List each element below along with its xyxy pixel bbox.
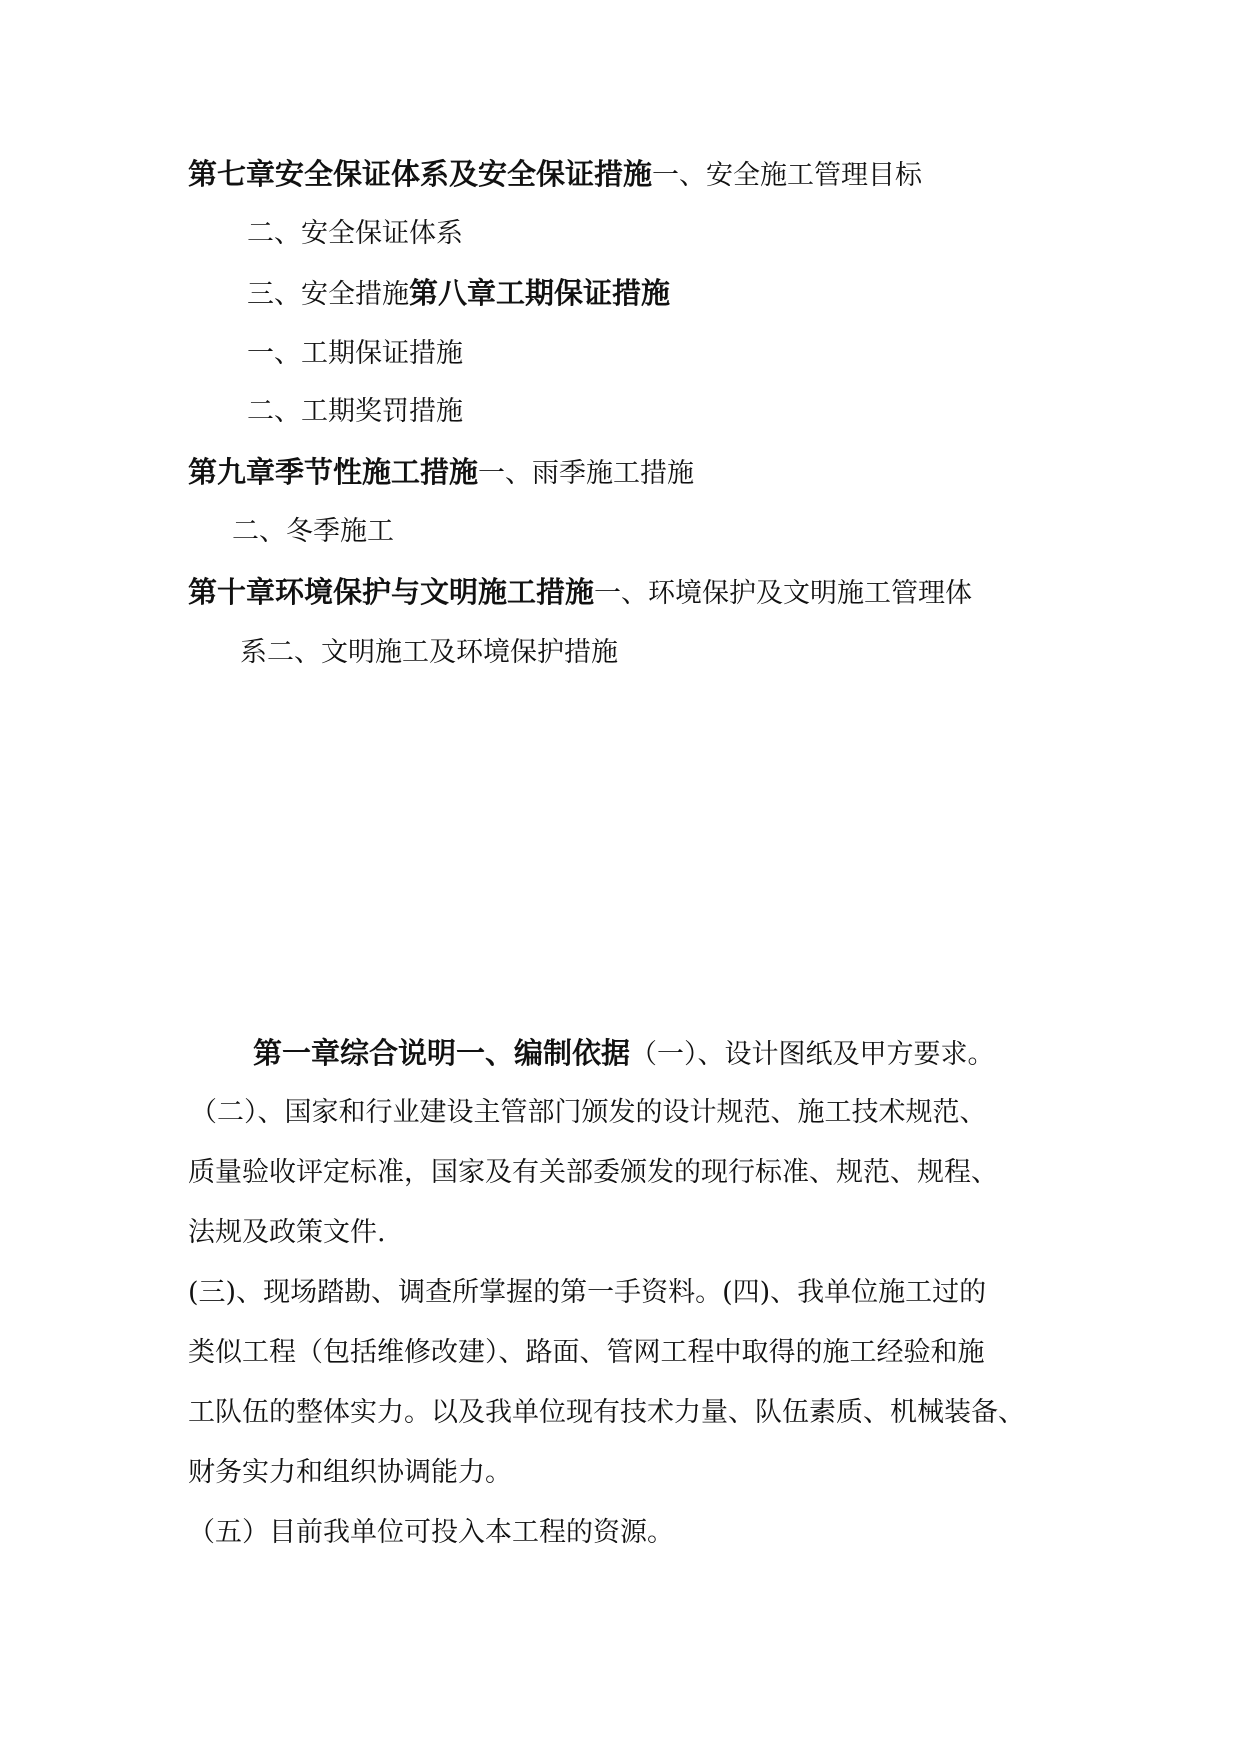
chapter-7-title: 第七章安全保证体系及安全保证措施 — [188, 157, 653, 191]
chapter-7-item-3: 三、安全措施 — [247, 279, 409, 310]
body-line-9 — [188, 1513, 674, 1553]
toc-line-ch8-item1 — [247, 334, 463, 374]
toc-line-ch8-item2 — [247, 392, 463, 432]
body-line-7 — [188, 1393, 1025, 1433]
toc-line-ch7-item3 — [247, 273, 670, 315]
body-line-2 — [190, 1093, 987, 1133]
chapter-8-item-1: 一、工期保证措施 — [247, 338, 463, 369]
paragraph-2-line-1: （二）、国家和行业建设主管部门颁发的设计规范、施工技术规范、 — [190, 1097, 987, 1128]
body-line-1 — [253, 1033, 995, 1075]
paragraph-3-line-1: (三)、现场踏勘、调查所掌握的第一手资料。(四)、我单位施工过的 — [188, 1277, 987, 1308]
body-line-6 — [188, 1333, 985, 1373]
chapter-1-title: 第一章综合说明 — [253, 1036, 457, 1070]
chapter-8-item-2: 二、工期奖罚措施 — [247, 396, 463, 427]
toc-line-ch7 — [188, 154, 922, 196]
body-line-8 — [188, 1453, 512, 1493]
section-1-title: 一、编制依据 — [456, 1036, 631, 1070]
paragraph-2-line-2: 质量验收评定标准，国家及有关部委颁发的现行标准、规范、规程、 — [188, 1157, 998, 1188]
chapter-10-title: 第十章环境保护与文明施工措施 — [188, 575, 595, 609]
paragraph-2-line-3: 法规及政策文件. — [188, 1217, 386, 1248]
chapter-10-item-1a: 一、环境保护及文明施工管理体 — [594, 578, 973, 609]
toc-line-ch7-item2 — [247, 214, 463, 254]
chapter-8-title: 第八章工期保证措施 — [409, 276, 671, 310]
toc-line-ch9-item2 — [232, 512, 394, 552]
body-line-3 — [188, 1153, 998, 1193]
paragraph-3-line-4: 财务实力和组织协调能力。 — [188, 1457, 512, 1488]
chapter-10-item-2: 二、文明施工及环境保护措施 — [267, 637, 618, 668]
chapter-9-item-2: 二、冬季施工 — [232, 516, 394, 547]
paragraph-3-line-3: 工队伍的整体实力。以及我单位现有技术力量、队伍素质、机械装备、 — [188, 1397, 1025, 1428]
chapter-7-item-2: 二、安全保证体系 — [247, 218, 463, 249]
toc-line-ch10-cont — [240, 633, 618, 673]
chapter-10-item-1b: 系 — [240, 637, 267, 668]
paragraph-3-line-2: 类似工程（包括维修改建）、路面、管网工程中取得的施工经验和施 — [188, 1337, 985, 1368]
paragraph-1: （一）、设计图纸及甲方要求。 — [630, 1039, 995, 1070]
body-line-5 — [188, 1273, 986, 1313]
chapter-9-item-1: 一、雨季施工措施 — [478, 458, 695, 489]
chapter-9-title: 第九章季节性施工措施 — [188, 455, 479, 489]
chapter-7-item-1: 一、安全施工管理目标 — [652, 160, 923, 191]
paragraph-4-line-1: （五）目前我单位可投入本工程的资源。 — [188, 1517, 674, 1548]
toc-line-ch10 — [188, 572, 972, 614]
toc-line-ch9 — [188, 452, 694, 494]
body-line-4 — [188, 1213, 386, 1253]
